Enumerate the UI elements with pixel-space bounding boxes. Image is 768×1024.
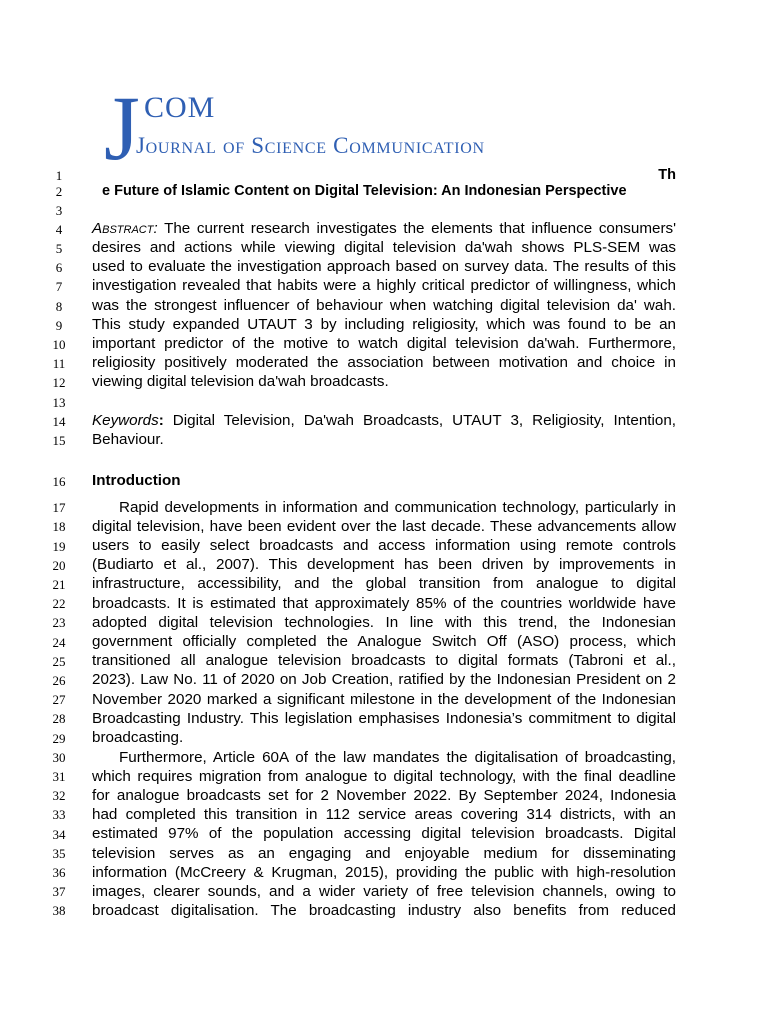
body-line: broadcast digitalisation. The broadcasting industry also benefits from reduced <box>92 902 676 919</box>
line-number: 38 <box>52 903 66 918</box>
line-number: 2 <box>55 184 63 199</box>
line-number: 12 <box>52 375 66 390</box>
line-number: 6 <box>55 260 63 275</box>
body-line: digital television, have been evident over the last decade. These advancements allow <box>92 518 676 535</box>
line-number: 9 <box>55 318 63 333</box>
abstract-line: viewing digital television da'wah broadcasts. <box>92 373 389 390</box>
line-number: 25 <box>52 654 66 669</box>
line-number: 14 <box>52 414 66 429</box>
title-line-2: e Future of Islamic Content on Digital Television: An Indonesian Perspective <box>102 183 627 199</box>
abstract-line: Abstract: The current research investigates the elements that influence consumers' <box>92 220 676 237</box>
line-number: 4 <box>55 222 63 237</box>
body-line: broadcasting. <box>92 729 184 746</box>
line-number: 15 <box>52 433 66 448</box>
line-number: 7 <box>55 279 63 294</box>
keywords-line: Keywords: Digital Television, Da'wah Broadcasts, UTAUT 3, Religiosity, Intention, <box>92 412 676 429</box>
body-line: which requires migration from analogue to digital technology, with the final deadline <box>92 768 676 785</box>
body-line: television serves as an engaging and enjoyable medium for disseminating <box>92 845 676 862</box>
line-number: 36 <box>52 865 66 880</box>
body-line: information (McCreery & Krugman, 2015), providing the public with high-resolution <box>92 864 676 881</box>
line-number: 28 <box>52 711 66 726</box>
title-line-1: Th <box>658 167 676 183</box>
line-number: 1 <box>55 168 63 183</box>
abstract-line: investigation revealed that habits were a highly critical predictor of willingness, which <box>92 277 676 294</box>
keywords-label: Keywords <box>92 412 159 429</box>
journal-logo <box>104 77 644 179</box>
abstract-line: was the strongest influencer of behaviour when watching digital television da' wah. <box>92 297 676 314</box>
body-line: Furthermore, Article 60A of the law mandates the digitalisation of broadcasting, <box>119 749 676 766</box>
line-number: 22 <box>52 596 66 611</box>
line-number: 13 <box>52 395 66 410</box>
line-number: 27 <box>52 692 66 707</box>
line-number: 30 <box>52 750 66 765</box>
line-number: 8 <box>55 299 63 314</box>
body-line: infrastructure, accessibility, and the global transition from analogue to digital <box>92 575 676 592</box>
abstract-line: This study expanded UTAUT 3 by including religiosity, which was found to be an <box>92 316 676 333</box>
body-line: Rapid developments in information and communication technology, particularly in <box>119 499 676 516</box>
body-line: for analogue broadcasts set for 2 November 2022. By September 2024, Indonesia <box>92 787 676 804</box>
line-number: 18 <box>52 519 66 534</box>
line-number: 37 <box>52 884 66 899</box>
abstract-line: desires and actions while viewing digital television da'wah shows PLS-SEM was <box>92 239 676 256</box>
body-line: users to easily select broadcasts and access information using remote controls <box>92 537 676 554</box>
body-line: November 2020 marked a significant milestone in the development of the Indonesian <box>92 691 676 708</box>
line-number: 26 <box>52 673 66 688</box>
line-number: 10 <box>52 337 66 352</box>
logo-letter: J <box>104 77 140 179</box>
line-number: 33 <box>52 807 66 822</box>
line-number: 17 <box>52 500 66 515</box>
line-number: 5 <box>55 241 63 256</box>
body-line: images, clearer sounds, and a wider variety of free television channels, owing to <box>92 883 676 900</box>
line-number: 16 <box>52 474 66 489</box>
body-line: had completed this transition in 112 service areas covering 314 districts, with an <box>92 806 676 823</box>
body-line: government officially completed the Analogue Switch Off (ASO) process, which <box>92 633 676 650</box>
body-line: (Budiarto et al., 2007). This development has been driven by improvements in <box>92 556 676 573</box>
keywords-line: Behaviour. <box>92 431 164 448</box>
body-line: broadcasts. It is estimated that approximately 85% of the countries worldwide have <box>92 595 676 612</box>
abstract-line: used to evaluate the investigation approach based on survey data. The results of this <box>92 258 676 275</box>
line-number: 21 <box>52 577 66 592</box>
line-number: 31 <box>52 769 66 784</box>
line-number: 34 <box>52 827 66 842</box>
line-number: 11 <box>52 356 66 371</box>
journal-name: Journal of Science Communication <box>136 133 485 158</box>
line-number: 35 <box>52 846 66 861</box>
body-line: transitioned all analogue television broadcasts to digital formats (Tabroni et al., <box>92 652 676 669</box>
body-line: estimated 97% of the population accessing digital television broadcasts. Digital <box>92 825 676 842</box>
abstract-label: Abstract: <box>92 220 158 237</box>
body-line: 2023). Law No. 11 of 2020 on Job Creation, ratified by the Indonesian President on 2 <box>92 671 676 688</box>
abstract-line: religiosity positively moderated the association between motivation and choice in <box>92 354 676 371</box>
section-heading: Introduction <box>92 472 181 489</box>
logo-abbrev: COM <box>144 91 216 124</box>
line-number: 23 <box>52 615 66 630</box>
line-number: 19 <box>52 539 66 554</box>
body-line: Broadcasting Industry. This legislation emphasises Indonesia’s commitment to digital <box>92 710 676 727</box>
line-number: 20 <box>52 558 66 573</box>
line-number: 24 <box>52 635 66 650</box>
body-line: adopted digital television technologies. In line with this trend, the Indonesian <box>92 614 676 631</box>
line-number: 3 <box>55 203 63 218</box>
abstract-line: important predictor of the motive to watch digital television da'wah. Furthermore, <box>92 335 676 352</box>
line-number: 29 <box>52 731 66 746</box>
line-number: 32 <box>52 788 66 803</box>
